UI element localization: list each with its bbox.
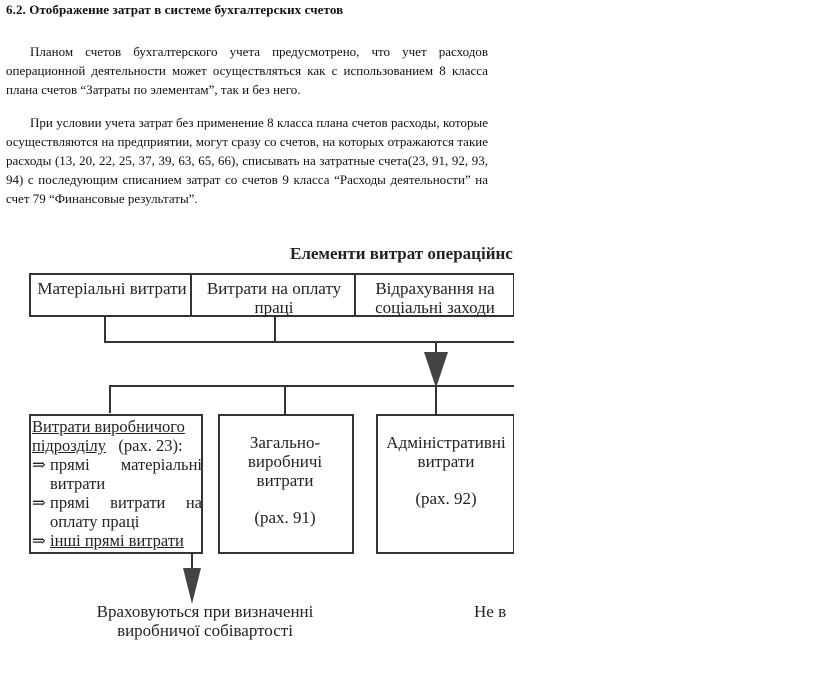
bullet-2-word-3: на	[185, 493, 202, 512]
right-box-name: Адміністративні витрати	[386, 433, 506, 471]
box-labor-costs: Витрати на оплату праці	[206, 279, 342, 317]
diagram-title: Елементи витрат операційнс	[290, 244, 513, 263]
bullet-1-word-1: прямі	[50, 455, 90, 474]
arrow-down-large	[424, 352, 448, 388]
bullet-2-word-4: оплату праці	[50, 512, 140, 531]
bullet-1-word-2: матеріальні	[120, 455, 202, 474]
left-box-account: (рах. 23):	[118, 436, 183, 455]
paragraph-1: Планом счетов бухгалтерского учета предусмотрено, что учет расходов операционной деятельности может осуществляться как с использованием 8 класса плана счетов “Затраты по элементам”, так и без него.	[6, 44, 488, 97]
bullet-3: інші прямі витрати	[50, 531, 184, 550]
box-administrative-costs	[378, 433, 514, 508]
left-box-title-2: підрозділу	[32, 436, 106, 455]
paragraph-2: При условии учета затрат без применение 8 класса плана счетов расходы, которые осуществляются на предприятии, могут сразу со счетов, на которых отражаются такие расходы (13, 20, 22, 25, 37, 39, 63, 65, 66), списывать на затратные счета(23, 91, 92, 93, 94) с последующим списанием затрат со счетов 9 класса “Расходы деятельности” на счет 79 “Финансовые результаты”.	[6, 115, 488, 206]
note-right: Не в	[474, 602, 507, 621]
right-arrow-icon: ⇒	[32, 455, 46, 474]
box-social-contributions: Відрахування на соціальні заходи	[375, 279, 495, 317]
middle-box-name: Загально-виробничі витрати	[247, 433, 323, 490]
arrow-down-bottom	[183, 568, 201, 604]
left-box-title-1: Витрати виробничого	[32, 417, 185, 436]
note-production-cost: Враховуються при визначенні виробничої собівартості	[96, 602, 314, 640]
distribution-line	[110, 386, 514, 413]
box-general-production-costs	[220, 433, 350, 527]
right-arrow-icon: ⇒	[32, 493, 46, 512]
bullet-1-word-3: витрати	[50, 474, 106, 493]
right-arrow-icon: ⇒	[32, 531, 46, 550]
right-box-account: (рах. 92)	[415, 489, 477, 508]
bullet-2-word-2: витрати	[110, 493, 166, 512]
section-heading: 6.2. Отображение затрат в системе бухгалтерских счетов	[6, 2, 344, 17]
cost-elements-diagram	[0, 228, 514, 697]
box-production-unit-costs	[32, 417, 202, 550]
middle-box-account: (рах. 91)	[254, 508, 316, 527]
box-material-costs: Матеріальні витрати	[37, 279, 187, 298]
bullet-2-word-1: прямі	[50, 493, 90, 512]
top-connector	[105, 316, 514, 342]
